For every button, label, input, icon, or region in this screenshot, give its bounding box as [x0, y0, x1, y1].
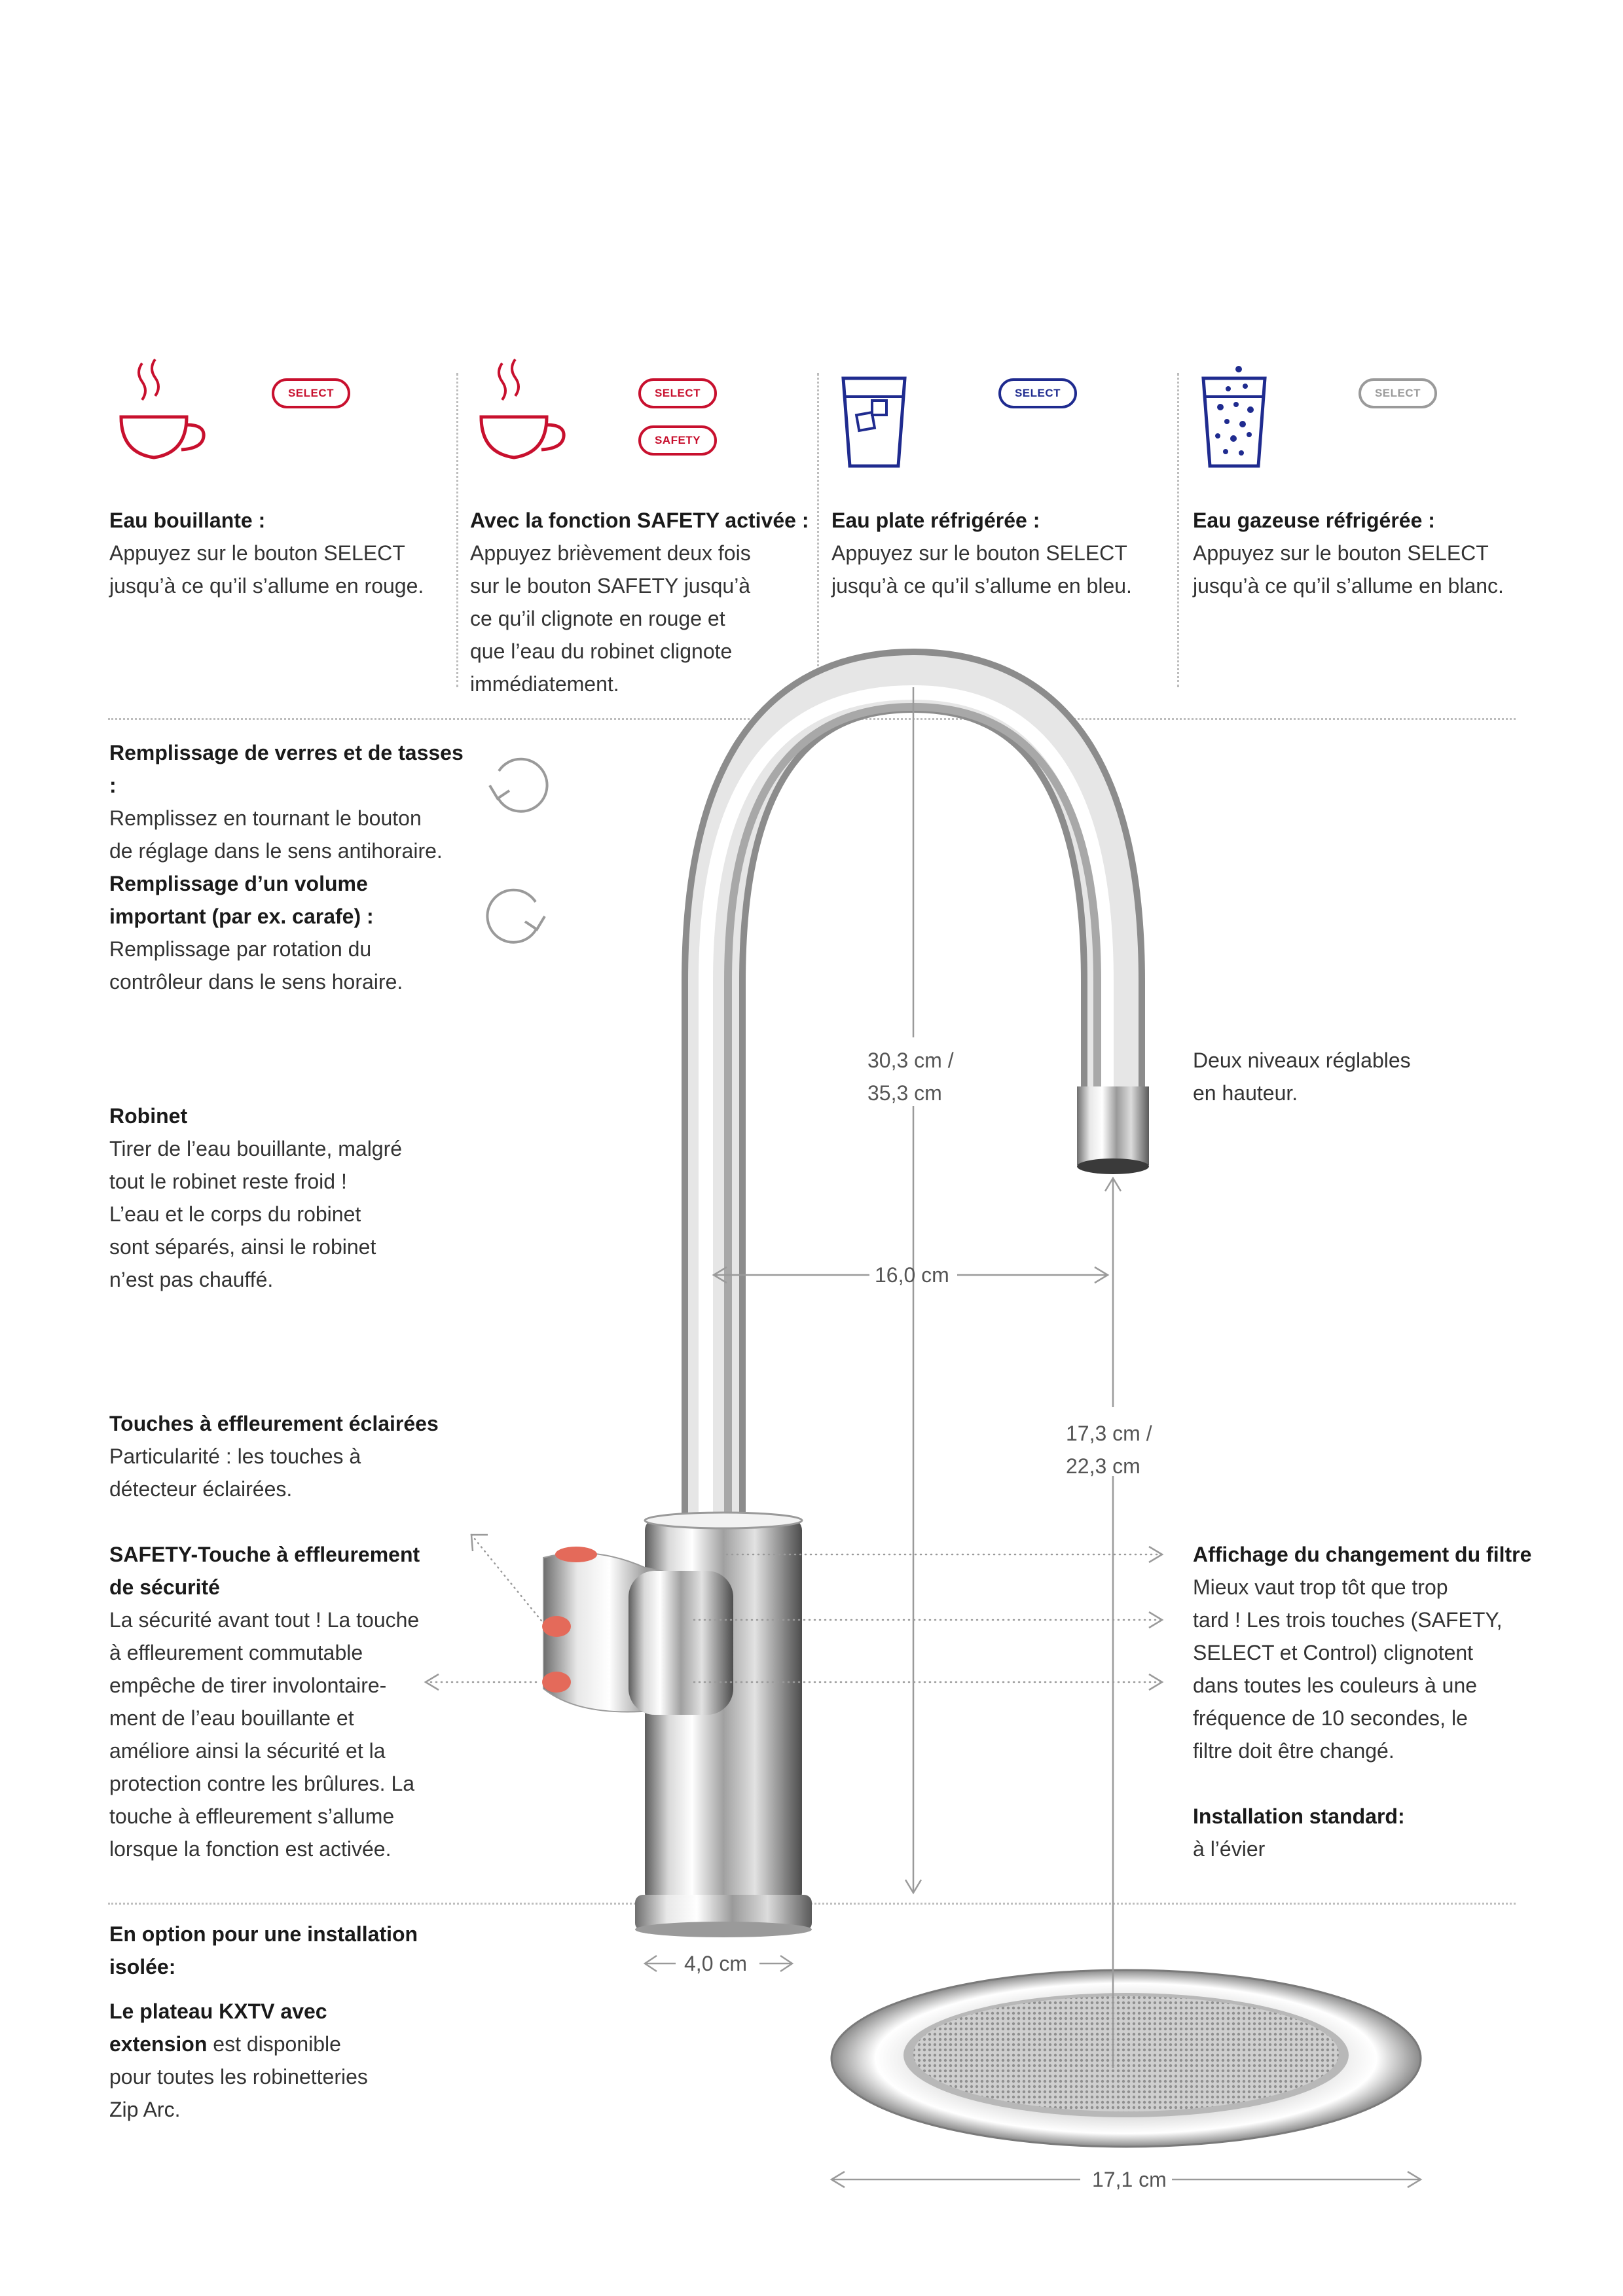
fill-volume-block: [109, 867, 476, 998]
dimension-spout-height: [1066, 1417, 1152, 1482]
mode-line: Appuyez sur le bouton SELECT: [1193, 541, 1489, 565]
safety-button: SAFETY: [638, 425, 717, 456]
text-line: à effleurement commutable: [109, 1641, 363, 1664]
text-line: fréquence de 10 secondes, le: [1193, 1706, 1468, 1730]
mode-title: Eau gazeuse réfrigérée :: [1193, 509, 1435, 532]
mode-line: Appuyez sur le bouton SELECT: [109, 541, 405, 565]
tap-title: Robinet: [109, 1104, 188, 1128]
filter-block: [1193, 1538, 1533, 1767]
dimension-reach: 16,0 cm: [875, 1263, 949, 1287]
text-line: ment de l’eau bouillante et: [109, 1706, 354, 1730]
select-button-1: SELECT: [272, 378, 350, 408]
text-line: contrôleur dans le sens horaire.: [109, 970, 403, 994]
dimension-line: 35,3 cm: [867, 1081, 942, 1105]
text-line: pour toutes les robinetteries: [109, 2065, 368, 2089]
mode-line: jusqu’à ce qu’il s’allume en bleu.: [831, 574, 1132, 598]
option-title: En option pour une installation: [109, 1922, 418, 1946]
text-line: touche à effleurement s’allume: [109, 1804, 395, 1828]
dimension-base-width: 4,0 cm: [684, 1952, 748, 1975]
dimension-line: 22,3 cm: [1066, 1454, 1140, 1478]
text-line: en hauteur.: [1193, 1081, 1298, 1105]
text-line: Remplissez en tournant le bouton: [109, 806, 422, 830]
safety-key-block: [109, 1538, 476, 1865]
touch-keys-title: Touches à effleurement éclairées: [109, 1412, 439, 1435]
dimension-line: 17,3 cm /: [1066, 1422, 1152, 1445]
select-button-2: SELECT: [638, 378, 717, 408]
filter-title: Affichage du changement du filtre: [1193, 1543, 1532, 1566]
dimension-total-height: [867, 1044, 954, 1109]
fill-volume-title: important (par ex. carafe) :: [109, 905, 374, 928]
text-line: Remplissage par rotation du: [109, 937, 372, 961]
touch-keys-block: [109, 1407, 476, 1505]
text-line: détecteur éclairées.: [109, 1477, 293, 1501]
dimension-line: 30,3 cm /: [867, 1049, 954, 1072]
text-line: dans toutes les couleurs à une: [1193, 1674, 1478, 1697]
text-line: empêche de tirer involontaire-: [109, 1674, 387, 1697]
text-line: Particularité : les touches à: [109, 1444, 361, 1468]
text-line: L’eau et le corps du robinet: [109, 1202, 361, 1226]
option-title: isolée:: [109, 1955, 176, 1979]
mode-line: ce qu’il clignote en rouge et: [470, 607, 725, 630]
height-note: [1193, 1044, 1507, 1109]
mode-line: Appuyez brièvement deux fois: [470, 541, 751, 565]
text-line: [109, 2028, 476, 2060]
text-line: sont séparés, ainsi le robinet: [109, 1235, 376, 1259]
option-block: [109, 1918, 476, 2126]
text-line: améliore ainsi la sécurité et la: [109, 1739, 386, 1763]
mode-title: Eau bouillante :: [109, 509, 266, 532]
mode-line: jusqu’à ce qu’il s’allume en rouge.: [109, 574, 424, 598]
mode-title: Avec la fonction SAFETY activée :: [470, 509, 809, 532]
fill-glasses-block: [109, 736, 476, 867]
text-line: filtre doit être changé.: [1193, 1739, 1395, 1763]
mode-line: jusqu’à ce qu’il s’allume en blanc.: [1193, 574, 1504, 598]
tap-block: [109, 1100, 476, 1296]
option-product-rest: est disponible: [207, 2032, 341, 2056]
text-line: protection contre les brûlures. La: [109, 1772, 415, 1795]
fill-volume-title: Remplissage d’un volume: [109, 872, 368, 895]
mode-line: sur le bouton SAFETY jusqu’à: [470, 574, 751, 598]
mode-line: Appuyez sur le bouton SELECT: [831, 541, 1127, 565]
text-line: Mieux vaut trop tôt que trop: [1193, 1575, 1448, 1599]
text-line: Deux niveaux réglables: [1193, 1049, 1411, 1072]
fill-glasses-title: Remplissage de verres et de tasses :: [109, 741, 464, 797]
text-line: n’est pas chauffé.: [109, 1268, 274, 1291]
text-line: tard ! Les trois touches (SAFETY,: [1193, 1608, 1503, 1632]
rotate-counterclockwise-icon: [484, 751, 550, 817]
text-line: La sécurité avant tout ! La touche: [109, 1608, 420, 1632]
mode-line: immédiatement.: [470, 672, 619, 696]
select-button-3: SELECT: [998, 378, 1077, 408]
safety-key-title: SAFETY-Touche à effleurement: [109, 1543, 420, 1566]
select-button-4: SELECT: [1359, 378, 1437, 408]
text-line: Tirer de l’eau bouillante, malgré: [109, 1137, 403, 1160]
mode-title: Eau plate réfrigérée :: [831, 509, 1040, 532]
rotate-clockwise-icon: [484, 882, 550, 948]
text-line: lorsque la fonction est activée.: [109, 1837, 392, 1861]
text-line: tout le robinet reste froid !: [109, 1170, 347, 1193]
text-line: Zip Arc.: [109, 2098, 181, 2121]
install-title: Installation standard:: [1193, 1804, 1405, 1828]
option-product: Le plateau KXTV avec: [109, 2000, 327, 2023]
safety-key-title: de sécurité: [109, 1575, 220, 1599]
text-line: SELECT et Control) clignotent: [1193, 1641, 1474, 1664]
text-line: de réglage dans le sens antihoraire.: [109, 839, 443, 863]
mode-line: que l’eau du robinet clignote: [470, 639, 733, 663]
text-line: à l’évier: [1193, 1837, 1266, 1861]
install-block: [1193, 1800, 1533, 1865]
dimension-tray-width: 17,1 cm: [1092, 2168, 1167, 2191]
option-product-bold: extension: [109, 2032, 208, 2056]
